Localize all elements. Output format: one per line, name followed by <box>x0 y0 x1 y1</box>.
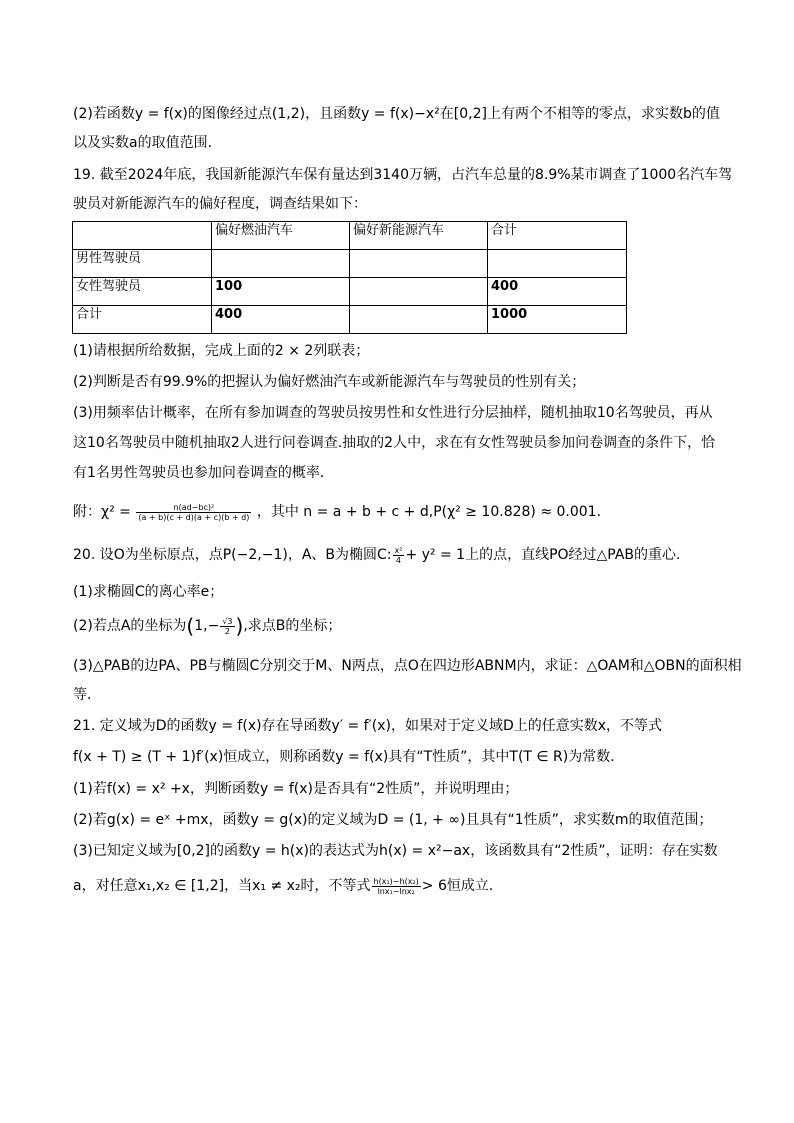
table-cell: 偏好燃油汽车 <box>212 222 350 250</box>
q20-part3-line1: (3)△PAB的边PA、PB与椭圆C分别交于M、N两点，点O在四边形ABNM内，求证：△OAM和△OBN的面积相 <box>73 658 742 674</box>
table-cell: 400 <box>488 278 627 306</box>
table-cell <box>350 278 488 306</box>
q21-stem-line1: 21. 定义域为D的函数y = f(x)存在导函数y′ = f′(x)，如果对于定义域D上的任意实数x，不等式 <box>73 718 663 734</box>
appendix-suffix: ，其中 n = a + b + c + d,P(χ² ≥ 10.828) ≈ 0.001. <box>256 504 602 520</box>
q21-part3-prefix: a，对任意x₁,x₂ ∈ [1,2]，当x₁ ≠ x₂时，不等式 <box>73 878 371 894</box>
fraction-numerator: x² <box>394 545 403 555</box>
q18-part2-line2: 以及实数a的取值范围． <box>73 135 222 151</box>
q19-part3-line3: 有1名男性驾驶员也参加问卷调查的概率． <box>73 465 334 481</box>
contingency-table <box>72 221 627 334</box>
q20-stem <box>73 545 723 565</box>
q20-part1: (1)求椭圆C的离心率e； <box>73 584 224 600</box>
table-cell <box>488 250 627 278</box>
fraction-numerator: h(x₁)−h(x₂) <box>373 876 419 886</box>
table-cell <box>350 306 488 334</box>
q19-part3-line2: 这10名驾驶员中随机抽取2人进行问卷调查.抽取的2人中，求在有女性驾驶员参加问卷调查的条件下，恰 <box>73 435 716 451</box>
table-header-row <box>73 222 627 250</box>
q21-part2: (2)若g(x) = eˣ +mx，函数y = g(x)的定义域为D = (1, + ∞)且具有“1性质”，求实数m的取值范围； <box>73 812 713 828</box>
q20-stem-prefix: 20. 设O为坐标原点，点P(−2,−1)，A、B为椭圆C: <box>73 547 392 563</box>
ellipse-fraction <box>393 546 405 565</box>
right-paren: ) <box>235 614 244 638</box>
q20-part2-prefix: (2)若点A的坐标为 <box>73 618 187 634</box>
table-cell: 女性驾驶员 <box>73 278 212 306</box>
left-paren: ( <box>186 614 195 638</box>
q21-part1: (1)若f(x) = x² +x，判断函数y = f(x)是否具有“2性质”，并说明理由； <box>73 781 519 797</box>
fraction-numerator: n(ad−bc)² <box>136 503 251 513</box>
q19-part1: (1)请根据所给数据，完成上面的2 × 2列联表； <box>73 343 370 359</box>
point-a-coord: 1,− <box>194 618 220 634</box>
q18-part2-line1: (2)若函数y = f(x)的图像经过点(1,2)，且函数y = f(x)−x²在[0,2]上有两个不相等的零点，求实数b的值 <box>73 106 720 122</box>
table-cell: 1000 <box>488 306 627 334</box>
table-cell <box>350 250 488 278</box>
fraction-denominator: (a + b)(c + d)(a + c)(b + d) <box>138 512 250 522</box>
q21-stem-line2: f(x + T) ≥ (T + 1)f′(x)恒成立，则称函数y = f(x)具有“T性质”，其中T(T ∈ R)为常数． <box>73 749 625 765</box>
difference-quotient-fraction <box>372 877 421 896</box>
q19-stem-line1: 19. 截至2024年底，我国新能源汽车保有量达到3140万辆，占汽车总量的8.9%某市调查了1000名汽车驾 <box>73 167 733 183</box>
table-cell: 合计 <box>488 222 627 250</box>
fraction-denominator: 2 <box>224 626 230 636</box>
q19-part2: (2)判断是否有99.9%的把握认为偏好燃油汽车或新能源汽车与驾驶员的性别有关； <box>73 374 586 390</box>
fraction-denominator: lnx₁−lnx₂ <box>377 886 415 896</box>
table-cell: 男性驾驶员 <box>73 250 212 278</box>
fraction-denominator: 4 <box>395 555 402 565</box>
q19-stem-line2: 驶员对新能源汽车的偏好程度，调查结果如下： <box>73 196 367 212</box>
appendix-formula <box>73 502 723 522</box>
table-cell: 合计 <box>73 306 212 334</box>
q20-part2-suffix: ,求点B的坐标； <box>243 618 342 634</box>
table-row <box>73 306 627 334</box>
table-cell <box>212 250 350 278</box>
table-cell: 100 <box>212 278 350 306</box>
sqrt3-over-2-fraction <box>220 617 234 636</box>
q21-part3-line2 <box>73 876 723 896</box>
table-cell <box>73 222 212 250</box>
q20-part2 <box>73 616 723 636</box>
table-cell: 偏好新能源汽车 <box>350 222 488 250</box>
fraction-numerator: √3 <box>222 616 233 626</box>
table-row <box>73 250 627 278</box>
q19-part3-line1: (3)用频率估计概率，在所有参加调查的驾驶员按男性和女性进行分层抽样，随机抽取10名驾驶员，再从 <box>73 405 713 421</box>
q21-part3-line1: (3)已知定义域为[0,2]的函数y = h(x)的表达式为h(x) = x²−ax，该函数具有“2性质”，证明：存在实数 <box>73 843 718 859</box>
appendix-prefix: 附：χ² = <box>73 504 131 520</box>
table-row <box>73 278 627 306</box>
q20-part3-line2: 等． <box>73 687 101 703</box>
q20-stem-suffix: + y² = 1上的点，直线PO经过△PAB的重心． <box>405 547 691 563</box>
chi-square-fraction <box>136 503 251 522</box>
table-cell: 400 <box>212 306 350 334</box>
q21-part3-suffix: > 6恒成立． <box>421 878 503 894</box>
